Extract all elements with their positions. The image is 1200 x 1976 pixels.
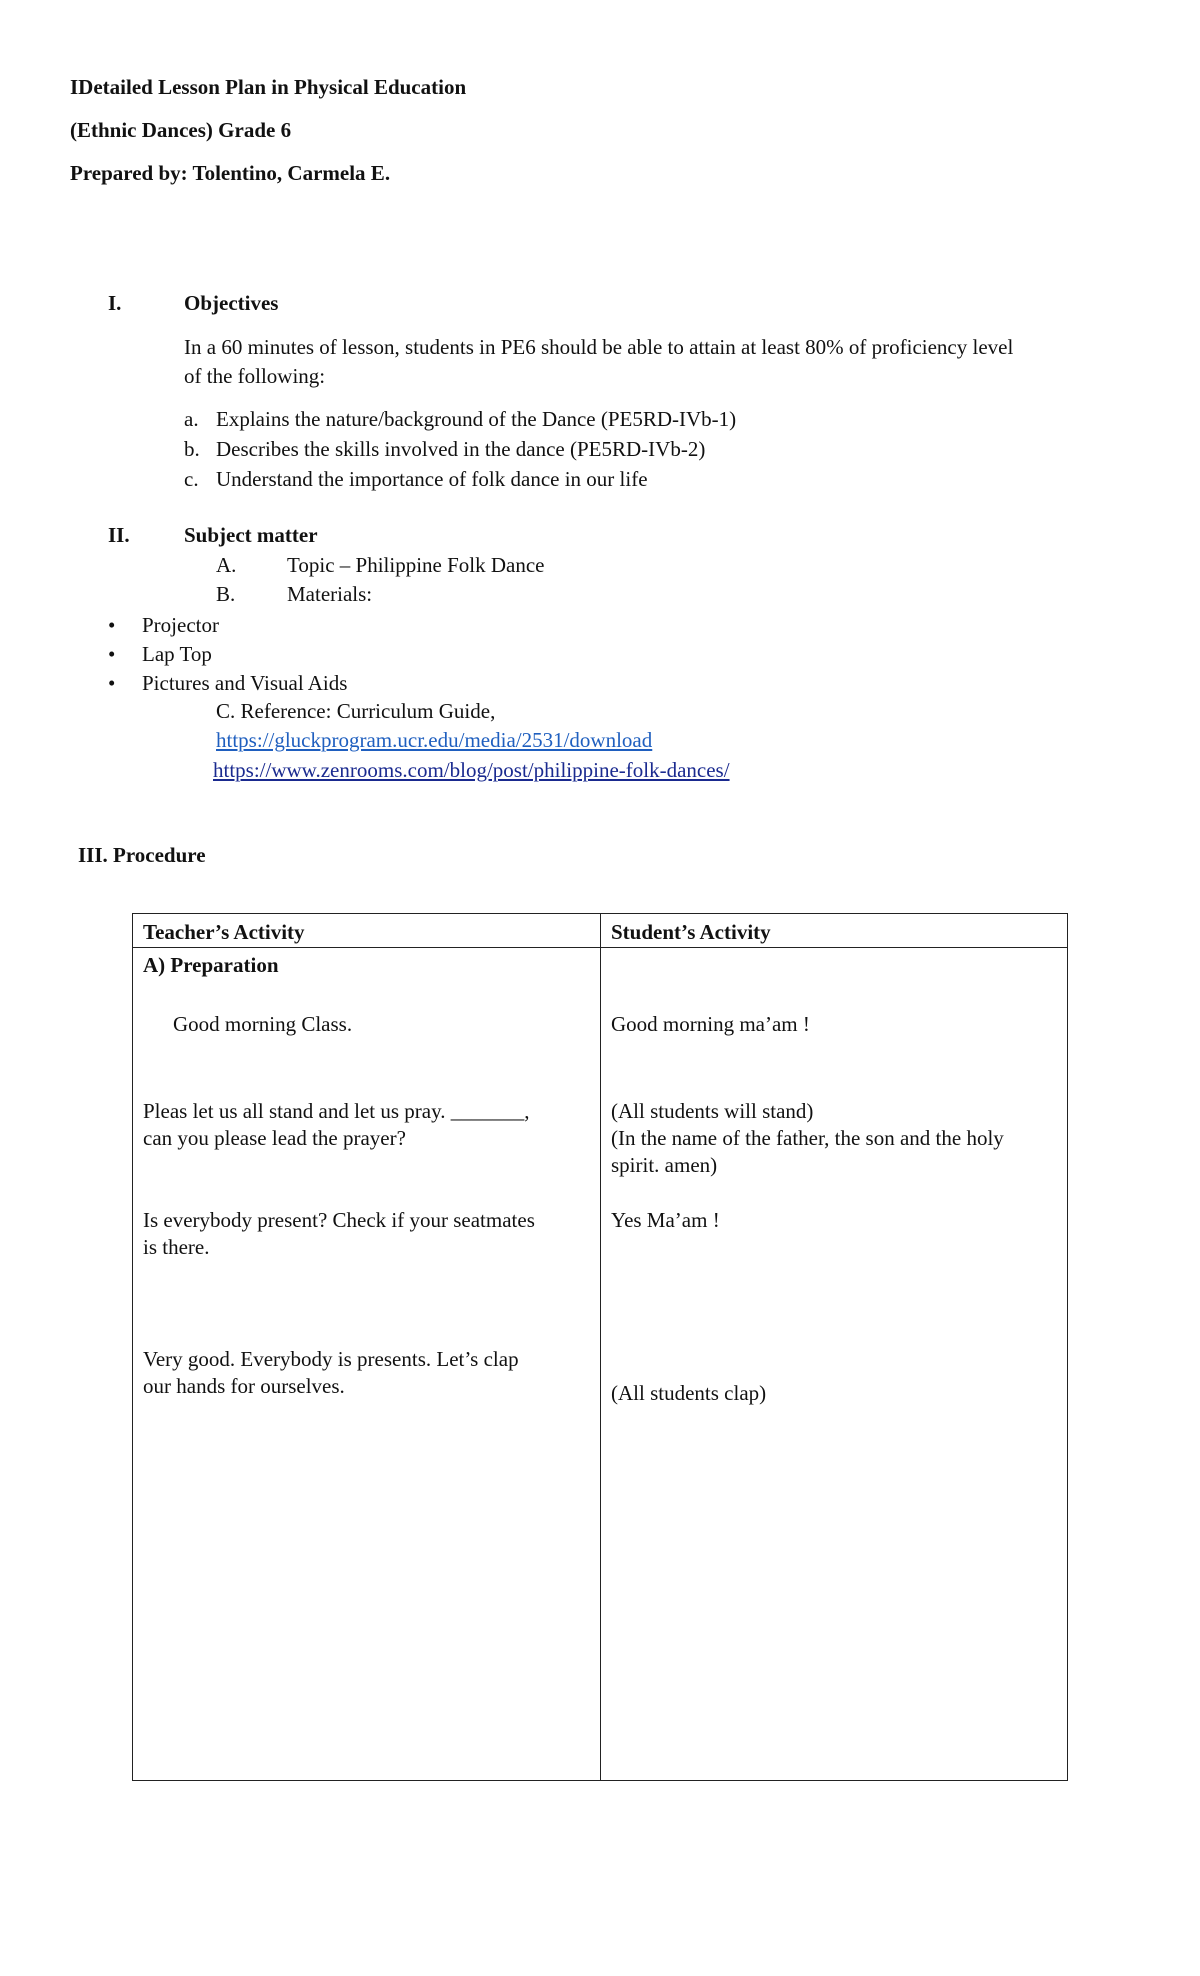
prepared-by: Prepared by: Tolentino, Carmela E. bbox=[70, 161, 391, 185]
procedure-table bbox=[132, 913, 1068, 1781]
document-subtitle: (Ethnic Dances) Grade 6 bbox=[70, 118, 292, 142]
teacher-activity: Is everybody present? Check if your seatmates bbox=[143, 1208, 535, 1232]
reference-link-2[interactable] bbox=[213, 756, 730, 785]
objective-item bbox=[184, 405, 736, 434]
student-activity: (All students will stand) bbox=[611, 1099, 814, 1123]
reference-link-1[interactable] bbox=[216, 726, 652, 755]
objective-item-mark: b. bbox=[184, 437, 200, 461]
section-title-subject: Subject matter bbox=[184, 523, 318, 547]
materials-bullet-text: Projector bbox=[142, 613, 219, 637]
materials-label: Materials: bbox=[287, 582, 373, 606]
materials-bullet-item bbox=[108, 669, 347, 698]
student-activity: (In the name of the father, the son and the holy bbox=[611, 1126, 1004, 1150]
section-title-procedure: III. Procedure bbox=[78, 843, 206, 867]
section-title-objectives: Objectives bbox=[184, 291, 279, 315]
objectives-intro-line1: In a 60 minutes of lesson, students in PE6 should be able to attain at least 80% of proficiency level bbox=[184, 335, 1014, 359]
materials-bullet-item bbox=[108, 640, 212, 669]
bullet-icon: • bbox=[108, 613, 116, 637]
document-title: IDetailed Lesson Plan in Physical Education bbox=[70, 75, 467, 99]
objective-item-text: Describes the skills involved in the dance (PE5RD-IVb-2) bbox=[216, 437, 706, 461]
materials-bullet-item bbox=[108, 611, 219, 640]
teacher-activity: is there. bbox=[143, 1235, 210, 1259]
reference-text: C. Reference: Curriculum Guide, bbox=[216, 699, 496, 723]
teacher-activity: Pleas let us all stand and let us pray. _______, bbox=[143, 1099, 530, 1123]
table-column-divider bbox=[600, 914, 601, 1780]
teacher-activity: Very good. Everybody is presents. Let’s clap bbox=[143, 1347, 519, 1371]
topic-mark: A. bbox=[216, 553, 237, 577]
materials-bullet-text: Lap Top bbox=[142, 642, 212, 666]
student-activity: (All students clap) bbox=[611, 1381, 767, 1405]
section-number-subject: II. bbox=[108, 523, 130, 547]
table-section-preparation: A) Preparation bbox=[143, 953, 279, 977]
objective-item-text: Explains the nature/background of the Dance (PE5RD-IVb-1) bbox=[216, 407, 737, 431]
reference-link-2-anchor[interactable]: https://www.zenrooms.com/blog/post/philippine-folk-dances/ bbox=[213, 758, 730, 782]
column-header-teacher: Teacher’s Activity bbox=[143, 920, 305, 944]
bullet-icon: • bbox=[108, 671, 116, 695]
teacher-activity: our hands for ourselves. bbox=[143, 1374, 345, 1398]
teacher-activity: Good morning Class. bbox=[173, 1012, 353, 1036]
objectives-intro-line2: of the following: bbox=[184, 364, 326, 388]
student-activity: spirit. amen) bbox=[611, 1153, 718, 1177]
materials-bullet-text: Pictures and Visual Aids bbox=[142, 671, 348, 695]
objective-item-text: Understand the importance of folk dance in our life bbox=[216, 467, 648, 491]
materials-mark: B. bbox=[216, 582, 236, 606]
student-activity: Good morning ma’am ! bbox=[611, 1012, 810, 1036]
reference-link-1-anchor[interactable]: https://gluckprogram.ucr.edu/media/2531/download bbox=[216, 728, 653, 752]
section-number-objectives: I. bbox=[108, 291, 122, 315]
objective-item bbox=[184, 435, 705, 464]
topic-text: Topic – Philippine Folk Dance bbox=[287, 553, 545, 577]
column-header-student: Student’s Activity bbox=[611, 920, 771, 944]
teacher-activity: can you please lead the prayer? bbox=[143, 1126, 406, 1150]
objective-item-mark: a. bbox=[184, 407, 199, 431]
student-activity: Yes Ma’am ! bbox=[611, 1208, 720, 1232]
objective-item bbox=[184, 465, 648, 494]
objective-item-mark: c. bbox=[184, 467, 199, 491]
bullet-icon: • bbox=[108, 642, 116, 666]
